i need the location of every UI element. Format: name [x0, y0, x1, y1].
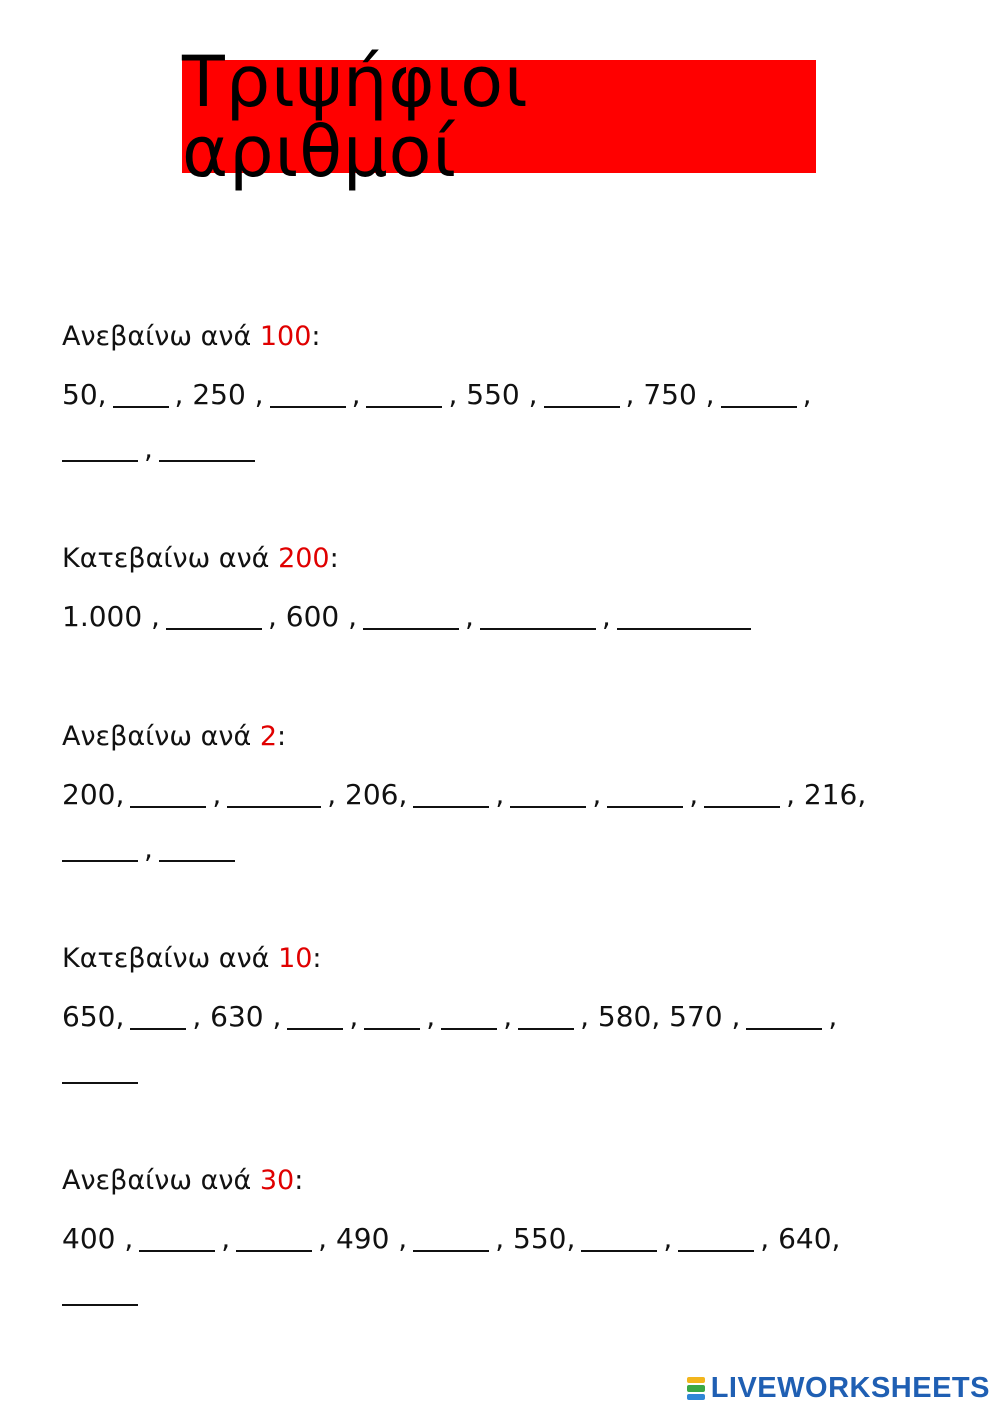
sequence-text: ,	[802, 378, 812, 411]
step-number: 200	[278, 543, 330, 574]
sequence-text: ,	[689, 778, 699, 811]
answer-blank[interactable]	[363, 604, 459, 630]
answer-blank[interactable]	[130, 1004, 186, 1030]
sequence-text: 50,	[62, 378, 107, 411]
sequence-line	[62, 778, 866, 812]
logo-mark-icon	[687, 1377, 705, 1401]
sequence-text: , 550,	[495, 1222, 576, 1255]
exercise-heading	[62, 720, 942, 754]
answer-blank[interactable]	[480, 604, 596, 630]
answer-blank[interactable]	[721, 382, 797, 408]
heading-colon: :	[329, 543, 339, 574]
step-number: 10	[278, 943, 313, 974]
step-number: 2	[259, 721, 278, 752]
answer-blank[interactable]	[441, 1004, 497, 1030]
step-number: 100	[259, 321, 312, 352]
exercise-2	[62, 542, 942, 633]
answer-blank[interactable]	[236, 1226, 312, 1252]
logo-text: LIVEWORKSHEETS	[710, 1372, 990, 1404]
sequence-text: ,	[144, 432, 153, 465]
heading-colon: :	[277, 721, 287, 752]
answer-blank[interactable]	[510, 782, 586, 808]
answer-blank[interactable]	[62, 436, 138, 462]
exercise-heading	[62, 1164, 942, 1198]
heading-colon: :	[312, 943, 322, 974]
answer-blank[interactable]	[366, 382, 442, 408]
sequence-text: ,	[503, 1000, 513, 1033]
answer-blank[interactable]	[704, 782, 780, 808]
exercise-heading	[62, 542, 942, 576]
answer-blank[interactable]	[544, 382, 620, 408]
sequence-line	[62, 432, 261, 466]
answer-blank[interactable]	[113, 382, 169, 408]
answer-blank[interactable]	[166, 604, 262, 630]
sequence-line	[62, 1000, 837, 1034]
answer-blank[interactable]	[607, 782, 683, 808]
heading-label: Ανεβαίνω ανά	[62, 321, 260, 352]
heading-colon: :	[311, 321, 321, 352]
answer-blank[interactable]	[518, 1004, 574, 1030]
sequence-text: , 630 ,	[192, 1000, 282, 1033]
heading-label: Ανεβαίνω ανά	[62, 721, 260, 752]
sequence-text: , 250 ,	[174, 378, 264, 411]
sequence-text: 400 ,	[62, 1222, 134, 1255]
answer-blank[interactable]	[287, 1004, 343, 1030]
sequence-text: ,	[663, 1222, 673, 1255]
heading-label: Κατεβαίνω ανά	[62, 943, 279, 974]
step-number: 30	[259, 1165, 295, 1196]
sequence-text: , 490 ,	[318, 1222, 408, 1255]
sequence-text: ,	[495, 778, 505, 811]
sequence-line	[62, 832, 241, 866]
sequence-text: ,	[426, 1000, 436, 1033]
exercise-heading	[62, 942, 942, 976]
answer-blank[interactable]	[746, 1004, 822, 1030]
sequence-text: 650,	[62, 1000, 125, 1033]
heading-colon: :	[294, 1165, 304, 1196]
sequence-text: ,	[828, 1000, 838, 1033]
sequence-line	[62, 1054, 144, 1088]
sequence-text: 1.000 ,	[62, 600, 160, 633]
sequence-text: ,	[601, 600, 611, 633]
sequence-line	[62, 378, 811, 412]
heading-label: Ανεβαίνω ανά	[62, 1165, 260, 1196]
answer-blank[interactable]	[159, 436, 255, 462]
sequence-text: 200,	[62, 778, 125, 811]
answer-blank[interactable]	[413, 782, 489, 808]
answer-blank[interactable]	[62, 1280, 138, 1306]
answer-blank[interactable]	[270, 382, 346, 408]
sequence-text: , 216,	[786, 778, 867, 811]
answer-blank[interactable]	[364, 1004, 420, 1030]
title-banner	[182, 40, 816, 193]
sequence-text: ,	[592, 778, 602, 811]
sequence-line	[62, 1276, 144, 1310]
sequence-text: ,	[144, 832, 153, 865]
sequence-text: , 580, 570 ,	[580, 1000, 741, 1033]
sequence-text: , 600 ,	[267, 600, 358, 633]
answer-blank[interactable]	[159, 836, 235, 862]
exercise-1	[62, 320, 942, 465]
answer-blank[interactable]	[581, 1226, 657, 1252]
answer-blank[interactable]	[617, 604, 751, 630]
sequence-text: ,	[212, 778, 222, 811]
answer-blank[interactable]	[678, 1226, 754, 1252]
sequence-text: , 640,	[760, 1222, 841, 1255]
answer-blank[interactable]	[62, 1058, 138, 1084]
exercise-4	[62, 942, 942, 1033]
sequence-text: , 550 ,	[448, 378, 538, 411]
sequence-text: , 750 ,	[625, 378, 715, 411]
answer-blank[interactable]	[62, 836, 138, 862]
answer-blank[interactable]	[130, 782, 206, 808]
sequence-text: , 206,	[327, 778, 408, 811]
page-title: Τριψήφιοι αριθμοί	[182, 40, 529, 193]
answer-blank[interactable]	[413, 1226, 489, 1252]
answer-blank[interactable]	[139, 1226, 215, 1252]
answer-blank[interactable]	[227, 782, 321, 808]
exercise-3	[62, 720, 942, 865]
sequence-line	[62, 600, 757, 634]
liveworksheets-logo	[687, 1372, 990, 1405]
sequence-line	[62, 1222, 840, 1256]
exercise-heading	[62, 320, 942, 354]
exercise-5	[62, 1164, 942, 1255]
sequence-text: ,	[221, 1222, 231, 1255]
sequence-text: ,	[465, 600, 474, 633]
sequence-text: ,	[351, 378, 361, 411]
sequence-text: ,	[349, 1000, 359, 1033]
heading-label: Κατεβαίνω ανά	[62, 543, 279, 574]
